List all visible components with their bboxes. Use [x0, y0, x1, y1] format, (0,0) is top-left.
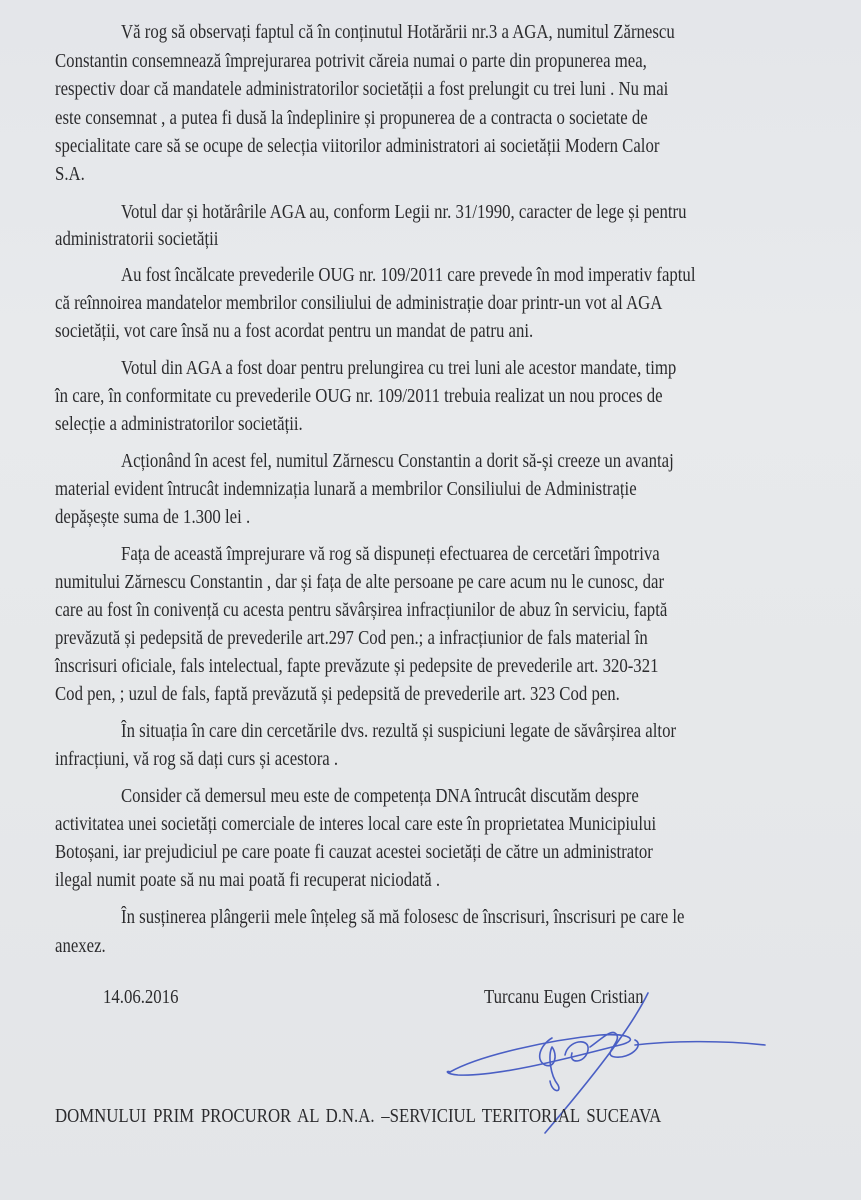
paragraph-3-line-1: Au fost încălcate prevederile OUG nr. 109/2011 care prevede în mod imperativ faptul	[121, 265, 696, 286]
document-date: 14.06.2016	[103, 987, 179, 1008]
paragraph-1-line-4: este consemnat , a putea fi dusă la îndeplinire și propunerea de a contracta o societate de	[55, 108, 648, 129]
paragraph-4-line-1: Votul din AGA a fost doar pentru prelungirea cu trei luni ale acestor mandate, timp	[121, 358, 677, 379]
paragraph-3-line-3: societății, vot care însă nu a fost acordat pentru un mandat de patru ani.	[55, 321, 534, 342]
paragraph-4-line-3: selecție a administratorilor societății.	[55, 414, 303, 435]
paragraph-5-line-3: depășește suma de 1.300 lei .	[55, 507, 251, 528]
paragraph-5-line-1: Acționând în acest fel, numitul Zărnescu Constantin a dorit să-și creeze un avantaj	[121, 451, 674, 472]
paragraph-9-line-2: anexez.	[55, 936, 106, 957]
paragraph-1-line-2: Constantin consemnează împrejurarea potrivit căreia numai o parte din propunerea mea,	[55, 51, 647, 72]
author-name: Turcanu Eugen Cristian	[484, 987, 644, 1008]
paragraph-6-line-1: Fața de această împrejurare vă rog să dispuneți efectuarea de cercetări împotriva	[121, 544, 660, 565]
paragraph-6-line-6: Cod pen, ; uzul de fals, faptă prevăzută și pedepsită de prevederile art. 323 Cod pen.	[55, 684, 620, 705]
paragraph-3-line-2: că reînnoirea mandatelor membrilor consiliului de administrație doar printr-un vot al AGA	[55, 293, 663, 314]
paragraph-9-line-1: În susținerea plângerii mele înțeleg să mă folosesc de înscrisuri, înscrisuri pe care le	[121, 907, 685, 928]
paragraph-6-line-4: prevăzută și pedepsită de prevederile art.297 Cod pen.; a infracțiunior de fals material în	[55, 628, 648, 649]
paragraph-1-line-5: specialitate care să se ocupe de selecția viitorilor administratori ai societății Modern Calor	[55, 136, 660, 157]
paragraph-7-line-1: În situația în care din cercetările dvs. rezultă și suspiciuni legate de săvârșirea altor	[121, 721, 677, 742]
paragraph-2-line-2: administratorii societății	[55, 229, 219, 250]
paragraph-4-line-2: în care, în conformitate cu prevederile OUG nr. 109/2011 trebuia realizat un nou proces de	[55, 386, 663, 407]
paragraph-2-line-1: Votul dar și hotărârile AGA au, conform Legii nr. 31/1990, caracter de lege și pentru	[121, 202, 687, 223]
paragraph-8-line-3: Botoșani, iar prejudiciul pe care poate fi cauzat acestei societăți de către un administrator	[55, 842, 653, 863]
paragraph-6-line-5: înscrisuri oficiale, fals intelectual, fapte prevăzute și pedepsite de prevederile art. 320-321	[55, 656, 659, 677]
paragraph-5-line-2: material evident întrucât indemnizația lunară a membrilor Consiliului de Administrație	[55, 479, 637, 500]
paragraph-1-line-1: Vă rog să observați faptul că în conținutul Hotărării nr.3 a AGA, numitul Zărnescu	[121, 22, 675, 43]
paragraph-6-line-3: care au fost în conivență cu acesta pentru săvârșirea infracțiunilor de abuz în serviciu, faptă	[55, 600, 668, 621]
paragraph-7-line-2: infracțiuni, vă rog să dați curs și acestora .	[55, 749, 339, 770]
paragraph-6-line-2: numitului Zărnescu Constantin , dar și fața de alte persoane pe care acum nu le cunosc, dar	[55, 572, 665, 593]
paragraph-8-line-2: activitatea unei societăți comerciale de interes local care este în proprietatea Municipiului	[55, 814, 657, 835]
paragraph-1-line-3: respectiv doar că mandatele administratorilor societății a fost prelungit cu trei luni . Nu mai	[55, 79, 669, 100]
paragraph-8-line-1: Consider că demersul meu este de competența DNA întrucât discutăm despre	[121, 786, 639, 807]
paragraph-8-line-4: ilegal numit poate să nu mai poată fi recuperat niciodată .	[55, 870, 441, 891]
recipient-line: DOMNULUI PRIM PROCUROR AL D.N.A. –SERVICIUL TERITORIAL SUCEAVA	[55, 1106, 662, 1127]
paragraph-1-line-6: S.A.	[55, 164, 85, 185]
